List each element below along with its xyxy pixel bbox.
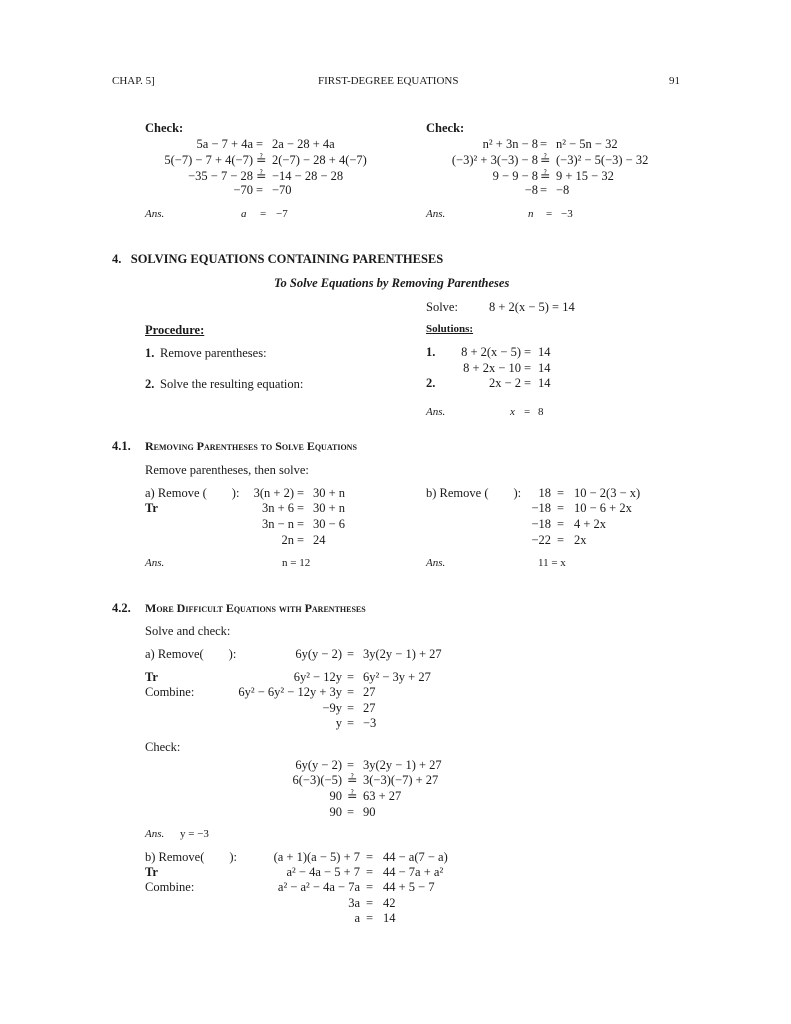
equation-rel: = xyxy=(347,647,355,661)
answer-value: 11 = x xyxy=(538,557,566,569)
equation-rel: = xyxy=(557,501,565,515)
equation-rhs: 14 xyxy=(538,376,551,390)
equation-lhs: −18 xyxy=(531,517,551,531)
check-right-label: Check: xyxy=(426,121,465,135)
problem-number: 4.2. xyxy=(112,601,131,615)
equation-lhs: 3a xyxy=(348,896,360,910)
equation-rhs: 2(−7) − 28 + 4(−7) xyxy=(272,153,367,167)
equation-lhs: 5a − 7 + 4a xyxy=(196,137,253,151)
equation-rel: = xyxy=(366,880,374,894)
equation-rhs: 44 − a(7 − a) xyxy=(383,850,448,864)
equation-rel: ≟ xyxy=(256,169,267,183)
equation-rhs: 30 + n xyxy=(313,501,346,515)
equation-rel: = xyxy=(557,517,565,531)
equation-rhs: 44 − 7a + a² xyxy=(383,865,444,879)
answer-variable: n xyxy=(528,208,534,220)
step-text: Solve the resulting equation: xyxy=(160,377,304,391)
equation-rhs: 3(−3)(−7) + 27 xyxy=(363,773,439,787)
equation-rhs: 14 xyxy=(538,361,551,375)
equation-rhs: 44 + 5 − 7 xyxy=(383,880,435,894)
answer-label: Ans. xyxy=(426,208,446,220)
equation-rel: = xyxy=(347,758,355,772)
equation-lhs: (a + 1)(a − 5) + 7 xyxy=(273,850,360,864)
equation-rel: = xyxy=(524,376,532,390)
equation-rhs: 90 xyxy=(363,805,376,819)
section-subheading: To Solve Equations by Removing Parentheses xyxy=(274,276,510,290)
equation-rhs: n² − 5n − 32 xyxy=(556,137,618,151)
equation-lhs: 3(n + 2) xyxy=(253,486,294,500)
answer-label: Ans. xyxy=(145,557,165,569)
chapter-label: CHAP. 5] xyxy=(112,75,155,87)
equation-rhs: 27 xyxy=(363,701,376,715)
equation-lhs: 8 + 2x − 10 xyxy=(463,361,521,375)
answer-value: −3 xyxy=(561,208,573,220)
equation-rel: = xyxy=(297,486,305,500)
equation-rhs: 9 + 15 − 32 xyxy=(556,169,614,183)
equation-rel: = xyxy=(524,345,532,359)
equation-lhs: 90 xyxy=(329,805,342,819)
part-b-label: b) Remove ( ): xyxy=(426,486,522,500)
answer-rel: = xyxy=(546,208,553,220)
equation-lhs: 6y² − 12y xyxy=(293,670,342,684)
part-a-label: a) Remove ( ): xyxy=(145,486,240,500)
answer-rel: = xyxy=(524,406,531,418)
equation-rel: = xyxy=(557,533,565,547)
equation-rhs: 63 + 27 xyxy=(363,789,402,803)
equation-rhs: 3y(2y − 1) + 27 xyxy=(363,647,442,661)
equation-lhs: −70 xyxy=(233,183,253,197)
answer-label: Ans. xyxy=(145,208,165,220)
equation-lhs: 3n − n xyxy=(261,517,294,531)
answer-label: Ans. xyxy=(426,406,446,418)
equation-lhs: 90 xyxy=(329,789,342,803)
equation-rel: = xyxy=(366,850,374,864)
equation-rel: = xyxy=(297,517,305,531)
equation-lhs: −8 xyxy=(524,183,538,197)
combine-label: Combine: xyxy=(145,685,195,699)
equation-lhs: −9y xyxy=(322,701,342,715)
equation-rhs: 3y(2y − 1) + 27 xyxy=(363,758,442,772)
combine-label: Combine: xyxy=(145,880,195,894)
equation-rel: = xyxy=(540,183,548,197)
answer-value: n = 12 xyxy=(282,557,311,569)
equation-lhs: 18 xyxy=(538,486,551,500)
equation-rhs: 2a − 28 + 4a xyxy=(272,137,335,151)
equation-rhs: 14 xyxy=(383,911,396,925)
tr-label: Tr xyxy=(145,670,158,684)
answer-label: Ans. xyxy=(145,828,165,840)
equation-lhs: 9 − 9 − 8 xyxy=(492,169,538,183)
equation-lhs: 5(−7) − 7 + 4(−7) xyxy=(164,153,253,167)
check-left-label: Check: xyxy=(145,121,184,135)
equation-rhs: 10 − 2(3 − x) xyxy=(574,486,641,500)
solve-equation: 8 + 2(x − 5) = 14 xyxy=(489,300,575,314)
equation-rel: = xyxy=(347,670,355,684)
equation-rel: ≟ xyxy=(256,153,267,167)
answer-value: −7 xyxy=(276,208,288,220)
step-number: 1. xyxy=(145,346,155,360)
equation-rhs: 4 + 2x xyxy=(574,517,607,531)
equation-lhs: 3n + 6 xyxy=(261,501,294,515)
step-number: 2. xyxy=(145,377,155,391)
equation-lhs: 6y(y − 2) xyxy=(295,647,342,661)
equation-rhs: 30 − 6 xyxy=(313,517,346,531)
equation-rhs: −14 − 28 − 28 xyxy=(272,169,344,183)
equation-rel: ≟ xyxy=(347,789,358,803)
answer-variable: a xyxy=(241,208,247,220)
equation-lhs: 6y² − 6y² − 12y + 3y xyxy=(238,685,342,699)
equation-rhs: 14 xyxy=(538,345,551,359)
equation-rel: = xyxy=(347,685,355,699)
equation-rel: = xyxy=(256,137,264,151)
equation-rel: = xyxy=(540,137,548,151)
problem-title: Removing Parentheses to Solve Equations xyxy=(145,439,357,453)
page-number: 91 xyxy=(669,75,680,87)
equation-rel: = xyxy=(557,486,565,500)
equation-rel: ≟ xyxy=(347,773,358,787)
solution-step-number: 1. xyxy=(426,345,436,359)
equation-lhs: n² + 3n − 8 xyxy=(482,137,538,151)
problem-instruction: Remove parentheses, then solve: xyxy=(145,463,309,477)
problem-instruction: Solve and check: xyxy=(145,624,231,638)
equation-rhs: 6y² − 3y + 27 xyxy=(363,670,431,684)
equation-lhs: y xyxy=(335,716,342,730)
equation-rhs: 2x xyxy=(574,533,587,547)
equation-lhs: −35 − 7 − 28 xyxy=(188,169,253,183)
equation-lhs: (−3)² + 3(−3) − 8 xyxy=(451,153,538,167)
equation-rhs: −70 xyxy=(272,183,292,197)
equation-rhs: 27 xyxy=(363,685,376,699)
tr-label: Tr xyxy=(145,501,158,515)
equation-rel: = xyxy=(366,865,374,879)
equation-rel: ≟ xyxy=(540,153,551,167)
equation-rel: = xyxy=(297,501,305,515)
equation-lhs: −22 xyxy=(531,533,551,547)
equation-lhs: a² − 4a − 5 + 7 xyxy=(286,865,360,879)
tr-label: Tr xyxy=(145,865,158,879)
equation-rhs: −8 xyxy=(556,183,570,197)
equation-lhs: 2n xyxy=(281,533,294,547)
answer-value: y = −3 xyxy=(180,828,209,840)
equation-rel: = xyxy=(347,805,355,819)
solve-label: Solve: xyxy=(426,300,458,314)
check-label: Check: xyxy=(145,740,181,754)
step-text: Remove parentheses: xyxy=(160,346,267,360)
section-heading: 4. SOLVING EQUATIONS CONTAINING PARENTHESES xyxy=(112,252,444,266)
problem-number: 4.1. xyxy=(112,439,131,453)
equation-rhs: (−3)² − 5(−3) − 32 xyxy=(556,153,649,167)
part-a-label: a) Remove( ): xyxy=(145,647,237,661)
equation-rel: = xyxy=(524,361,532,375)
equation-rel: = xyxy=(366,911,374,925)
equation-rel: = xyxy=(347,716,355,730)
equation-rhs: 42 xyxy=(383,896,396,910)
equation-rhs: 24 xyxy=(313,533,326,547)
solutions-label: Solutions: xyxy=(426,323,474,335)
answer-variable: x xyxy=(510,406,515,418)
equation-rel: ≟ xyxy=(540,169,551,183)
equation-lhs: 8 + 2(x − 5) xyxy=(461,345,521,359)
equation-rel: = xyxy=(297,533,305,547)
running-title: FIRST-DEGREE EQUATIONS xyxy=(318,75,459,87)
problem-title: More Difficult Equations with Parentheses xyxy=(145,601,366,615)
part-b-label: b) Remove( ): xyxy=(145,850,237,864)
equation-lhs: 6y(y − 2) xyxy=(295,758,342,772)
equation-rel: = xyxy=(256,183,264,197)
equation-rhs: 10 − 6 + 2x xyxy=(574,501,632,515)
equation-rhs: 30 + n xyxy=(313,486,346,500)
procedure-label: Procedure: xyxy=(145,323,205,337)
equation-lhs: a xyxy=(354,911,360,925)
equation-lhs: 6(−3)(−5) xyxy=(292,773,342,787)
answer-value: 8 xyxy=(538,406,544,418)
solution-step-number: 2. xyxy=(426,376,436,390)
equation-lhs: −18 xyxy=(531,501,551,515)
answer-rel: = xyxy=(260,208,267,220)
equation-lhs: a² − a² − 4a − 7a xyxy=(277,880,360,894)
equation-rel: = xyxy=(366,896,374,910)
answer-label: Ans. xyxy=(426,557,446,569)
equation-lhs: 2x − 2 xyxy=(488,376,521,390)
equation-rhs: −3 xyxy=(363,716,377,730)
equation-rel: = xyxy=(347,701,355,715)
